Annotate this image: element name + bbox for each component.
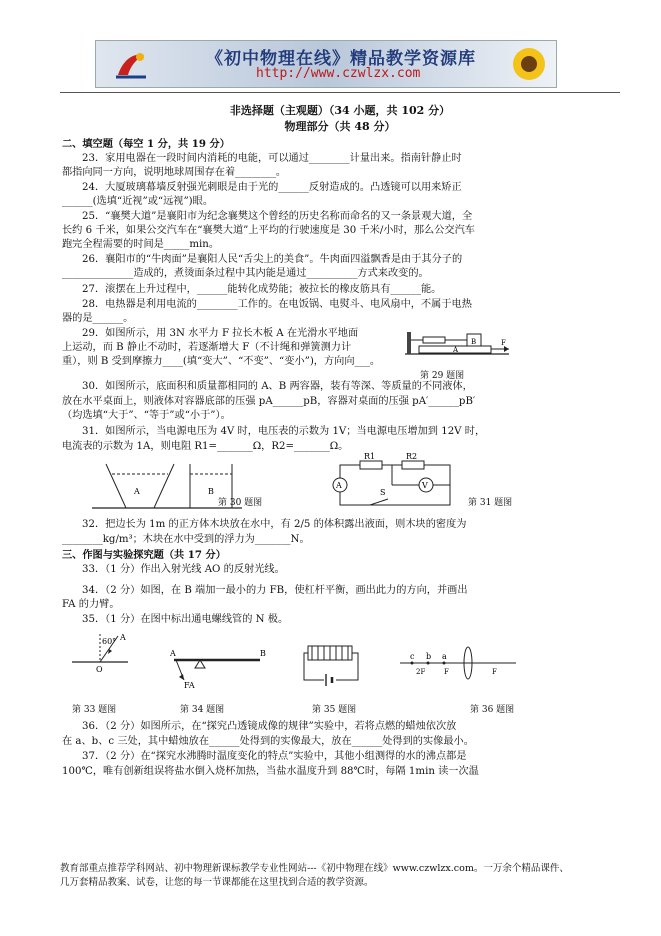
- q35-line: 35．（1 分）在图中标出通电螺线管的 N 极。: [82, 614, 289, 625]
- fig36-a-label: a: [442, 652, 447, 661]
- q25-line1: 25．“襄樊大道”是襄阳市为纪念襄樊这个曾经的历史名称而命名的又一条景观大道，全: [82, 211, 473, 222]
- q30-line3: （均选填“大于”、“等于”或“小于”）。: [62, 410, 231, 421]
- q29-line3: 重），则 B 受到摩擦力____(填“变大”、“不变”、“变小”)，方向向___。: [62, 356, 381, 367]
- footer-line2: 几万套精品教案、试卷，让您的每一节课都能在这里找到合适的教学资源。: [60, 877, 374, 888]
- q37-line2: 100℃，唯有创新组误将盐水倒入烧杯加热，当盐水温度升到 88℃时，每隔 1min 读一次温: [62, 766, 479, 777]
- fig34-fa-label: FA: [184, 681, 195, 690]
- header-rule: [60, 92, 620, 93]
- q30-line1: 30．如图所示，底面积和质量都相同的 A、B 两容器，装有等深、等质量的不同液体，: [82, 381, 473, 392]
- caption-f36: 第 36 题图: [470, 705, 515, 715]
- site-logo-icon: [114, 49, 148, 79]
- figure-36: [400, 645, 520, 685]
- q37-line1: 37．（2 分）在“探究水沸腾时温度变化的特点”实验中，其他小组测得的水的沸点都是: [82, 751, 467, 762]
- q25-line2: 长约 6 千米，如果公交汽车在“襄樊大道”上平均的行驶速度是 30 千米/小时，那么公交汽车: [62, 225, 475, 236]
- fig36-f-label: F: [444, 668, 449, 676]
- q29-line1: 29．如图所示，用 3N 水平力 F 拉长木板 A 在光滑水平地面: [82, 328, 359, 339]
- q28-line1: 28．电热器是利用电流的________工作的。在电饭锅、电熨斗、电风扇中，不属于电热: [82, 299, 472, 310]
- figure-34: [170, 648, 270, 690]
- header-banner: [95, 40, 557, 88]
- fig29-a-label: A: [453, 346, 459, 354]
- fig31-r1-label: R1: [364, 452, 376, 461]
- fig31-ammeter-label: A: [336, 481, 342, 490]
- fig34-a-label: A: [170, 649, 176, 658]
- q25-line3: 跑完全程需要的时间是_____min。: [62, 239, 220, 250]
- q28-line2: 器的是______。: [62, 313, 134, 324]
- fig31-r2-label: R2: [406, 452, 418, 461]
- fig34-b-label: B: [260, 649, 266, 658]
- fig36-b-label: b: [426, 652, 432, 661]
- q34-line1: 34．（2 分）如图，在 B 端加一最小的力 FB，使杠杆平衡，画出此力的方向，并画出: [82, 585, 468, 596]
- fig33-angle-label: 60°: [102, 637, 117, 646]
- fig30-b-label: B: [208, 487, 214, 496]
- figure-33: [72, 632, 132, 687]
- caption-f34: 第 34 题图: [180, 705, 225, 715]
- figure-35: [302, 640, 362, 688]
- q31-line2: 电流表的示数为 1A，则电阻 R1=_______Ω，R2=_______Ω。: [62, 441, 349, 452]
- fig33-o-label: O: [96, 665, 103, 674]
- banner-url[interactable]: http://www.czwlzx.com: [256, 66, 421, 81]
- caption-f35: 第 35 题图: [312, 705, 357, 715]
- q30-line2: 放在水平桌面上，则液体对容器底部的压强 pA______pB，容器对桌面的压强 pA′______pB′: [62, 396, 476, 407]
- caption-f29: 第 29 题图: [420, 371, 465, 381]
- q24-line2: ______(选填“近视”或“远视”)眼。: [62, 196, 214, 207]
- caption-f31: 第 31 题图: [468, 498, 513, 508]
- fig33-a-label: A: [120, 633, 126, 642]
- caption-f33: 第 33 题图: [72, 705, 117, 715]
- sunflower-icon: [510, 45, 548, 83]
- fig36-f2-label: F: [492, 668, 497, 676]
- q26-line1: 26．襄阳市的“牛肉面”是襄阳人民“舌尖上的美食”。牛肉面四溢飘香是由于其分子的: [82, 254, 463, 265]
- caption-f30: 第 30 题图: [218, 498, 263, 508]
- section3-heading: 三、作图与实验探究题（共 17 分）: [62, 549, 226, 561]
- figure-29: [405, 328, 515, 362]
- section-title: 非选择题（主观题）（34 小题，共 102 分）: [229, 104, 451, 117]
- q27-line: 27．滚摆在上升过程中，______能转化成势能；被拉长的橡皮筋具有______能。: [82, 284, 442, 295]
- fig36-2f-label: 2F: [416, 668, 426, 676]
- fig31-switch-label: S: [380, 488, 386, 497]
- fig31-voltmeter-label: V: [422, 481, 428, 490]
- fig30-a-label: A: [134, 487, 140, 496]
- q32-line2: ________kg/m³；木块在水中受到的浮力为_______N。: [62, 534, 310, 545]
- q34-line2: FA 的力臂。: [62, 599, 120, 610]
- q31-line1: 31．如图所示，当电源电压为 4V 时，电压表的示数为 1V；当电源电压增加到 12V 时，: [82, 426, 486, 437]
- q32-line1: 32．把边长为 1m 的正方体木块放在水中，有 2/5 的体积露出液面，则木块的密度为: [82, 519, 467, 530]
- q33-line: 33．（1 分）作出入射光线 AO 的反射光线。: [82, 564, 285, 575]
- fig36-c-label: c: [410, 652, 415, 661]
- q36-line1: 36．（2 分）如图所示，在“探究凸透镜成像的规律”实验中，若将点燃的蜡烛依次放: [82, 721, 457, 732]
- q36-line2: 在 a、b、c 三处，其中蜡烛放在______处得到的实像最大，放在______处得到的实像最小。: [62, 736, 474, 747]
- q26-line2: ______________造成的，煮烫面条过程中其内能是通过__________方式来改变的。: [62, 268, 429, 279]
- footer-line1: 教育部重点推荐学科网站、初中物理新课标教学专业性网站---《初中物理在线》www.czwlzx.com。一万余个精品课件、: [60, 863, 569, 874]
- q23-line2: 都指向同一方向，说明地球周围存在着________。: [62, 167, 287, 178]
- banner-title: 《初中物理在线》精品教学资源库: [206, 49, 476, 69]
- q23-line1: 23．家用电器在一段时间内消耗的电能，可以通过________计量出来。指南针静止时: [82, 153, 462, 164]
- figure-31: [330, 452, 460, 515]
- fill-section-heading: 二、填空题（每空 1 分，共 19 分）: [62, 138, 230, 150]
- q24-line1: 24．大厦玻璃幕墙反射强光刺眼是由于光的______反射造成的。凸透镜可以用来矫正: [82, 182, 462, 193]
- part-title: 物理部分（共 48 分）: [284, 120, 396, 133]
- q29-line2: 上运动，而 B 静止不动时，若逐渐增大 F（不计绳和弹簧测力计: [62, 342, 352, 353]
- fig29-f-label: F: [501, 339, 506, 347]
- fig29-b-label: B: [471, 338, 477, 346]
